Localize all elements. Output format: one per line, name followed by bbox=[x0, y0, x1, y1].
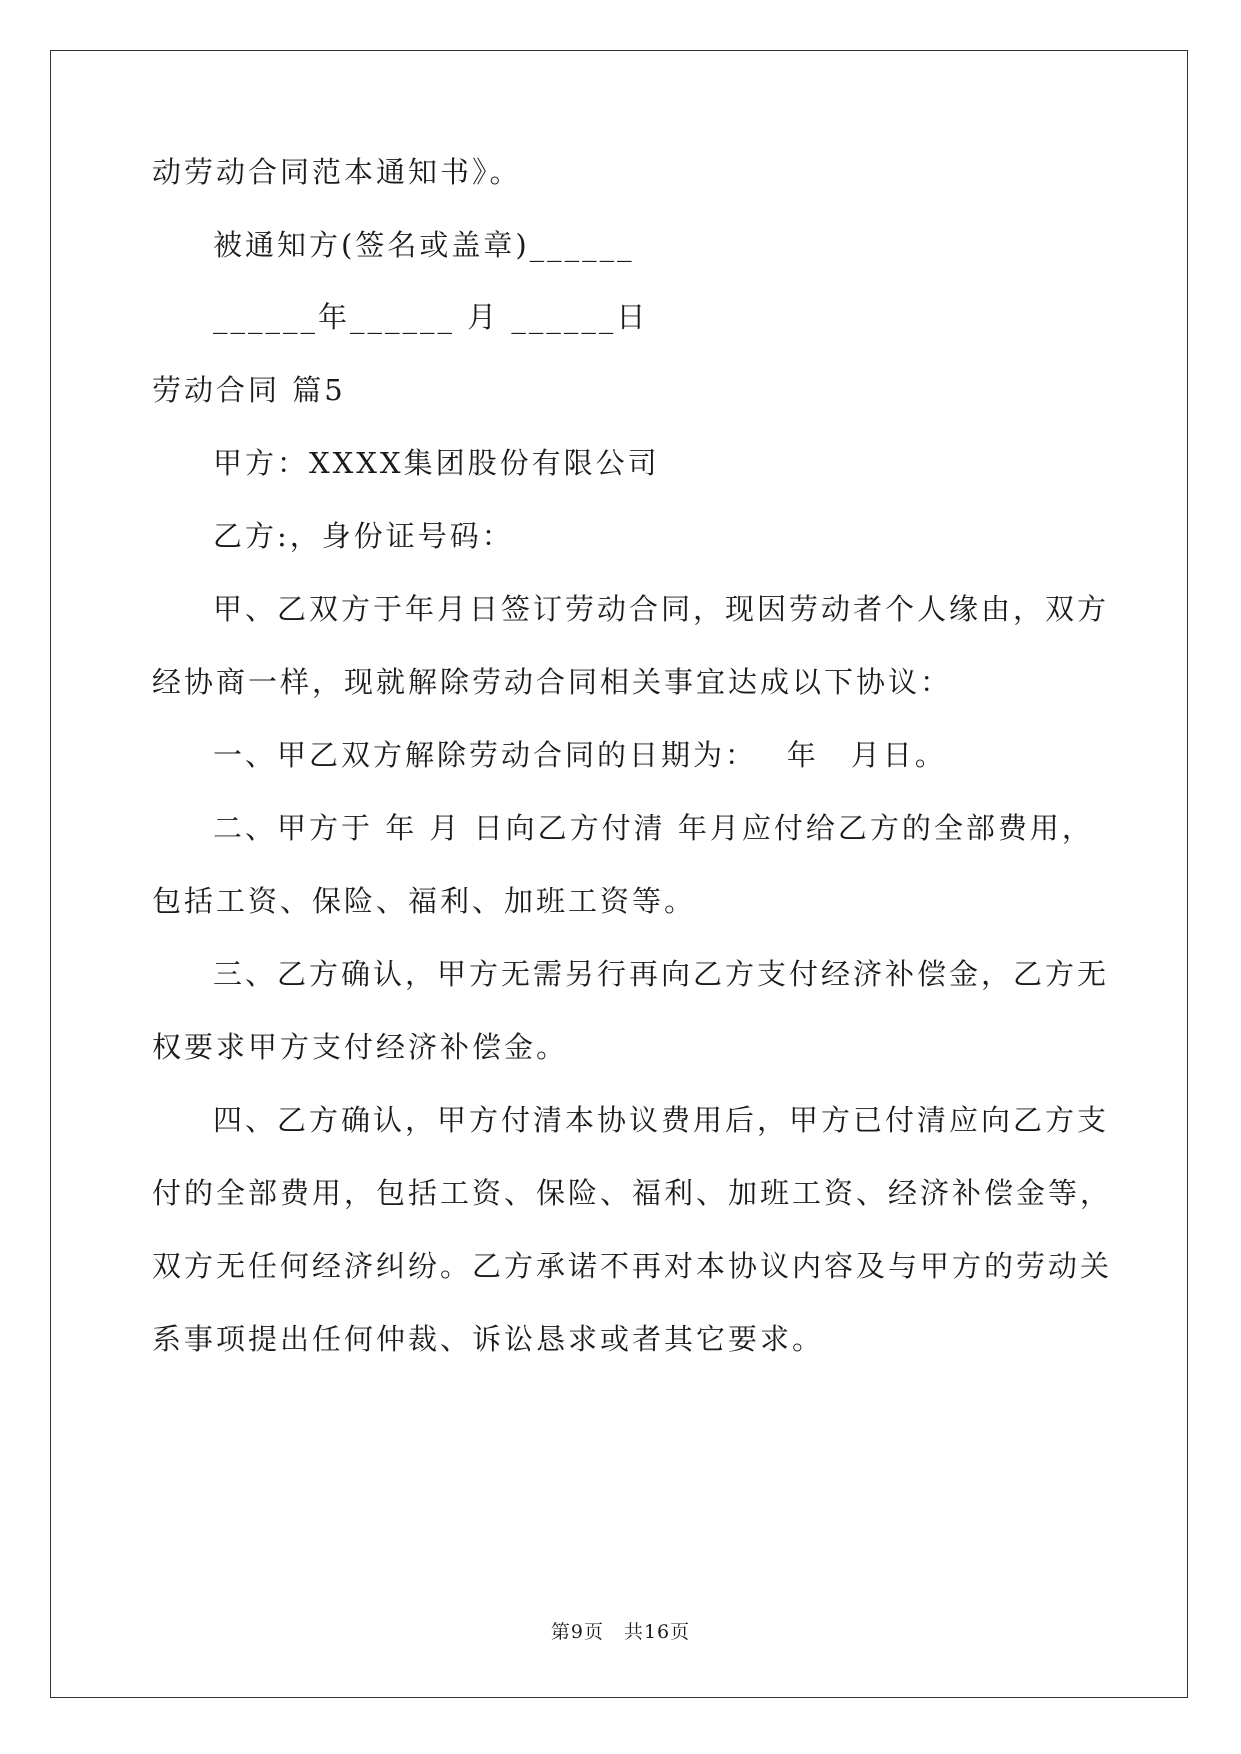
clause-2-line: 包括工资、保险、福利、加班工资等。 bbox=[152, 884, 697, 918]
paragraph-line: 经协商一样，现就解除劳动合同相关事宜达成以下协议： bbox=[152, 665, 953, 699]
clause-1-line: 一、甲乙双方解除劳动合同的日期为： 年 月日。 bbox=[213, 738, 947, 772]
paragraph-line: 甲、乙双方于年月日签订劳动合同，现因劳动者个人缘由，双方 bbox=[213, 592, 1110, 626]
clause-2-line: 二、甲方于 年 月 日向乙方付清 年月应付给乙方的全部费用， bbox=[213, 811, 1094, 845]
clause-4-line: 系事项提出任何仲裁、诉讼恳求或者其它要求。 bbox=[152, 1322, 825, 1356]
section-heading: 劳动合同 篇5 bbox=[152, 373, 346, 407]
date-line: ______年______ 月 ______日 bbox=[213, 300, 649, 334]
signature-line: 被通知方(签名或盖章)______ bbox=[213, 228, 635, 262]
page-number: 第9页 共16页 bbox=[550, 1621, 691, 1643]
party-a-line: 甲方：XXXX集团股份有限公司 bbox=[213, 446, 660, 480]
clause-4-line: 双方无任何经济纠纷。乙方承诺不再对本协议内容及与甲方的劳动关 bbox=[152, 1249, 1113, 1283]
page-border bbox=[50, 50, 1188, 1698]
clause-3-line: 三、乙方确认，甲方无需另行再向乙方支付经济补偿金，乙方无 bbox=[213, 957, 1110, 991]
text-line: 动劳动合同范本通知书》。 bbox=[152, 155, 522, 189]
clause-4-line: 付的全部费用，包括工资、保险、福利、加班工资、经济补偿金等， bbox=[152, 1176, 1113, 1210]
clause-4-line: 四、乙方确认，甲方付清本协议费用后，甲方已付清应向乙方支 bbox=[213, 1103, 1110, 1137]
clause-3-line: 权要求甲方支付经济补偿金。 bbox=[152, 1030, 569, 1064]
party-b-line: 乙方:，身份证号码： bbox=[213, 519, 514, 553]
